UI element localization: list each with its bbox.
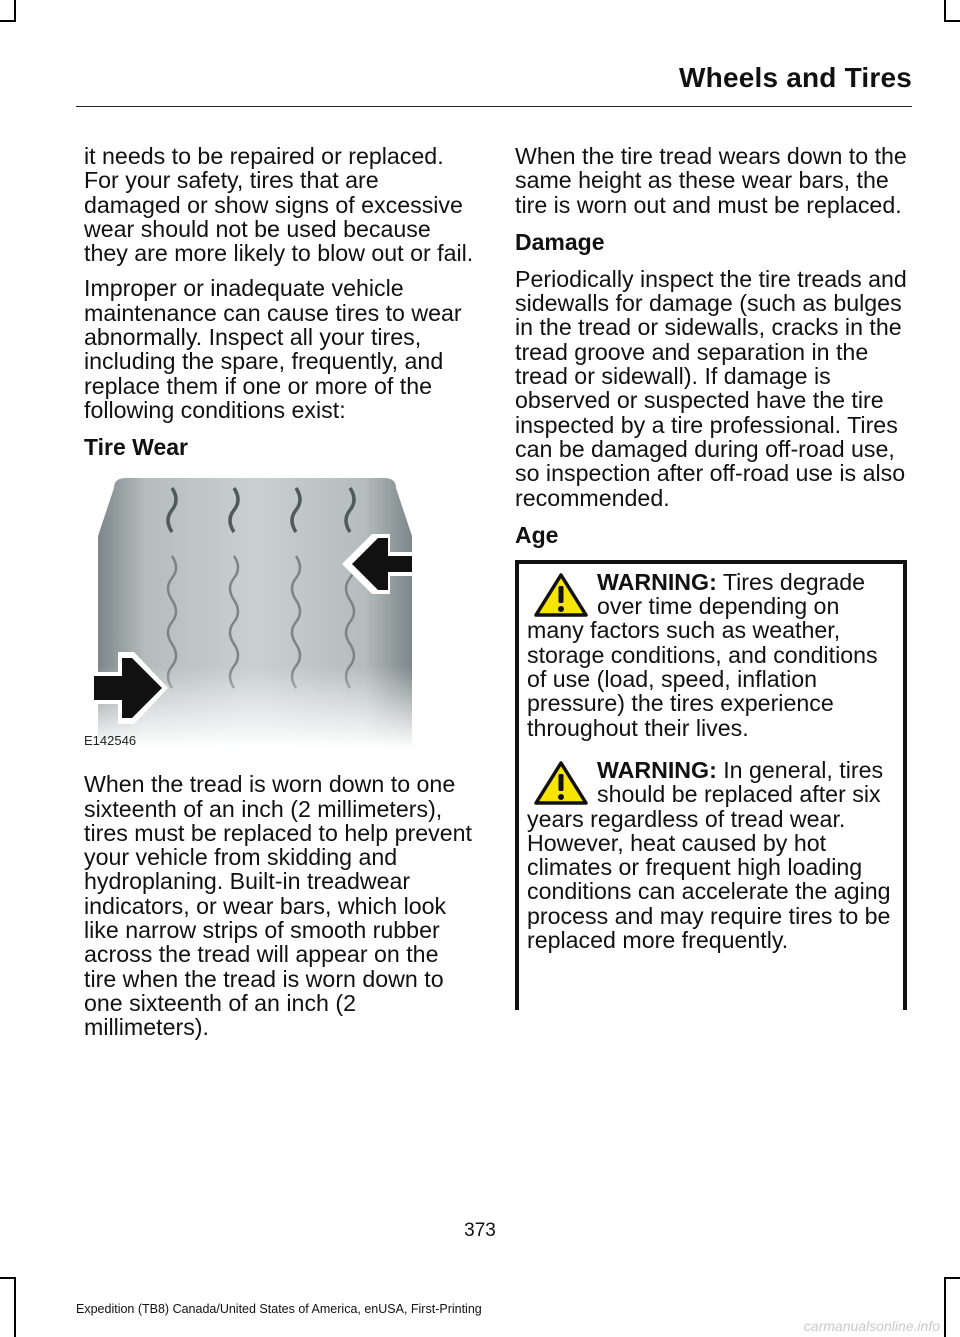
section-heading-tire-wear: Tire Wear [84,434,188,461]
crop-mark [944,1277,960,1279]
paragraph: Improper or inadequate vehicle maintenance can cause tires to wear abnormally. Inspect all your tires, including the spare, frequently, and replace them if one or more of the following conditions exist: [84,275,462,423]
warning-item [527,758,895,952]
section-heading-damage: Damage [515,228,605,255]
warning-triangle-icon [533,572,589,618]
left-column [84,144,476,1051]
crop-mark [944,20,960,22]
footer-text: Expedition (TB8) Canada/United States of America, enUSA, First-Printing [76,1302,482,1316]
crop-mark [0,20,16,22]
warning-box [515,560,907,1010]
warning-label: WARNING: [597,568,717,595]
paragraph: Periodically inspect the tire treads and sidewalls for damage (such as bulges in the tread or sidewalls, cracks in the tread groove and separation in the tread or sidewall). If damage is observed or suspected have the tire inspected by a tire professional. Tires can be damaged during off-road use, so inspection after off-road use is also recommended. [515,265,907,511]
warning-triangle-icon [533,760,589,806]
crop-mark [944,1277,946,1337]
crop-mark [0,1277,16,1279]
warning-text: In general, tires should be replaced after six years regardless of tread wear. However, heat caused by hot climates or frequent high loading conditions can accelerate the aging process and may require tires to be replaced more frequently. [527,756,891,954]
warning-text: Tires degrade over time depending on many factors such as weather, storage conditions, and conditions of use (load, speed, inflation pressure) the tires experience throughout their lives. [527,568,878,741]
paragraph: When the tread is worn down to one sixteenth of an inch (2 millimeters), tires must be replaced to help prevent your vehicle from skidding and hydroplaning. Built-in treadwear indicators, or wear bars, which look like narrow strips of smooth rubber across the tread will appear on the tire when the tread is worn down to one sixteenth of an inch (2 millimeters). [84,771,472,1041]
crop-mark [944,0,946,22]
page-number: 373 [464,1220,496,1241]
right-column [515,144,907,1010]
page-title: Wheels and Tires [679,62,912,93]
figure-code: E142546 [84,733,137,749]
crop-mark [14,1277,16,1337]
paragraph: it needs to be repaired or replaced. For your safety, tires that are damaged or show signs of excessive wear should not be used because they are more likely to blow out or fail. [84,143,474,267]
watermark: carmanualsonline.info [803,1318,940,1334]
tire-tread-illustration [84,476,418,748]
warning-label: WARNING: [597,756,717,783]
page-header [76,58,912,107]
paragraph: When the tire tread wears down to the same height as these wear bars, the tire is worn out and must be replaced. [515,143,907,218]
crop-mark [14,0,16,22]
tire-tread-svg [84,476,418,748]
warning-item [527,570,895,740]
section-heading-age: Age [515,521,559,548]
